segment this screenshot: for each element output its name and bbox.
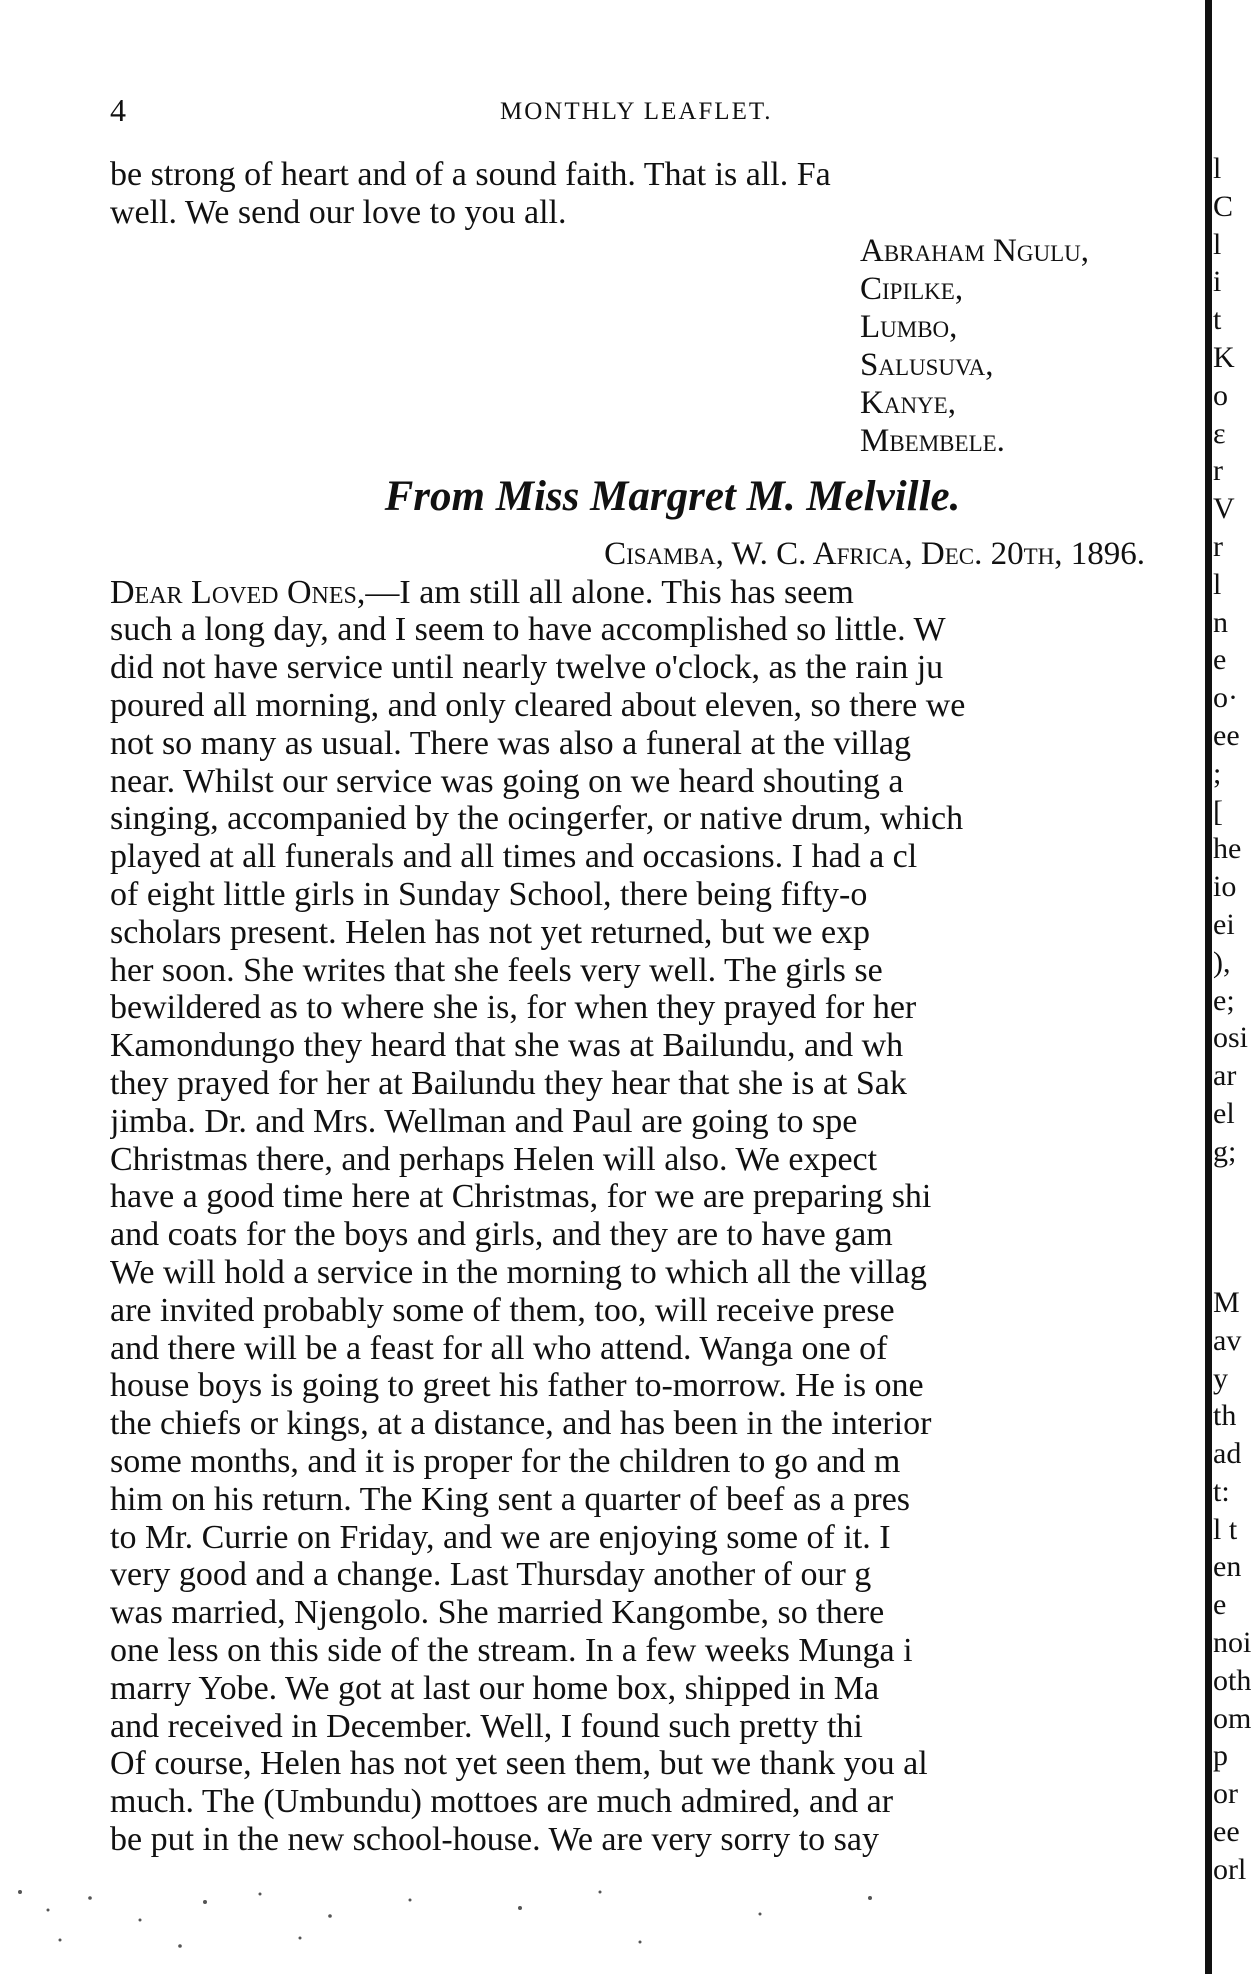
edge-fragment: osi xyxy=(1213,1021,1249,1055)
letter-line: Of course, Helen has not yet seen them, but we thank you al xyxy=(110,1745,928,1783)
edge-fragment: K xyxy=(1213,340,1235,374)
edge-fragment: or xyxy=(1213,1777,1238,1811)
signature-block xyxy=(110,232,1195,460)
edge-fragment: ee xyxy=(1213,718,1240,752)
edge-fragment: t: xyxy=(1213,1474,1230,1508)
edge-fragment: ee xyxy=(1213,1815,1240,1849)
edge-fragment: M xyxy=(1213,1285,1240,1319)
letter-first-line xyxy=(110,574,1195,612)
signature: Kanye, xyxy=(860,384,956,421)
letter-line: not so many as usual. There was also a funeral at the villag xyxy=(110,724,911,762)
edge-fragment: e xyxy=(1213,1588,1227,1622)
edge-fragment: ar xyxy=(1213,1059,1237,1093)
page-header xyxy=(110,92,1190,132)
letter-line: very good and a change. Last Thursday another of our g xyxy=(110,1556,872,1594)
edge-fragment: ), xyxy=(1213,945,1231,979)
letter-line: singing, accompanied by the ocingerfer, or native drum, which xyxy=(110,800,964,838)
edge-fragment: l xyxy=(1213,567,1222,601)
letter-line: did not have service until nearly twelve o'clock, as the rain ju xyxy=(110,649,944,687)
letter-line: her soon. She writes that she feels very well. The girls se xyxy=(110,951,883,989)
edge-fragment: r xyxy=(1213,529,1223,563)
letter-line: jimba. Dr. and Mrs. Wellman and Paul are going to spe xyxy=(110,1102,858,1140)
letter-line: played at all funerals and all times and occasions. I had a cl xyxy=(110,838,918,876)
letter-line: and there will be a feast for all who attend. Wanga one of xyxy=(110,1329,888,1367)
first-line-text: —I am still all alone. This has seem xyxy=(365,573,854,611)
edge-fragment: V xyxy=(1213,492,1235,526)
letter-line: was married, Njengolo. She married Kangombe, so there xyxy=(110,1594,885,1632)
letter-line: one less on this side of the stream. In a few weeks Munga i xyxy=(110,1631,913,1669)
edge-fragment: om xyxy=(1213,1701,1252,1735)
letter-line: of eight little girls in Sunday School, there being fifty-o xyxy=(110,875,868,913)
scan-speckles xyxy=(0,1880,1200,1960)
letter-line: are invited probably some of them, too, will receive prese xyxy=(110,1291,895,1329)
letter-line: some months, and it is proper for the children to go and m xyxy=(110,1442,901,1480)
letter-dateline: Cisamba, W. C. Africa, Dec. 20th, 1896. xyxy=(604,535,1145,572)
letter-line: bewildered as to where she is, for when they prayed for her xyxy=(110,989,917,1027)
letter-line: such a long day, and I seem to have accomplished so little. W xyxy=(110,611,946,649)
edge-fragment: e xyxy=(1213,643,1227,677)
letter-body xyxy=(110,611,1195,1858)
edge-fragment xyxy=(1213,1171,1253,1209)
edge-fragment: he xyxy=(1213,832,1242,866)
signature: Lumbo, xyxy=(860,308,958,345)
edge-fragment xyxy=(1213,1208,1253,1246)
letter-line: and coats for the boys and girls, and they are to have gam xyxy=(110,1216,893,1254)
edge-fragment: l xyxy=(1213,227,1222,261)
letter-line: scholars present. Helen has not yet returned, but we exp xyxy=(110,913,871,951)
letter-line: We will hold a service in the morning to which all the villag xyxy=(110,1253,927,1291)
letter-line: much. The (Umbundu) mottoes are much admired, and ar xyxy=(110,1783,894,1821)
adjacent-page-fragments xyxy=(1213,150,1253,1889)
letter-line: and received in December. Well, I found such pretty thi xyxy=(110,1707,863,1745)
edge-fragment: o· xyxy=(1213,681,1238,715)
edge-fragment: g; xyxy=(1213,1134,1237,1168)
letter-line: house boys is going to greet his father to-morrow. He is one xyxy=(110,1367,924,1405)
edge-fragment: ad xyxy=(1213,1437,1242,1471)
edge-fragment: ; xyxy=(1213,756,1222,790)
edge-fragment: th xyxy=(1213,1399,1237,1433)
page-number: 4 xyxy=(110,92,126,128)
letter-line: poured all morning, and only cleared about eleven, so there we xyxy=(110,686,966,724)
edge-fragment: oth xyxy=(1213,1663,1252,1697)
edge-fragment: l t xyxy=(1213,1512,1238,1546)
letter-line: be put in the new school-house. We are very sorry to say xyxy=(110,1820,879,1858)
edge-fragment: y xyxy=(1213,1361,1228,1395)
edge-fragment: io xyxy=(1213,870,1237,904)
edge-fragment: p xyxy=(1213,1739,1228,1773)
edge-fragment: e; xyxy=(1213,983,1235,1017)
signature: Cipilke, xyxy=(860,270,964,307)
signature: Abraham Ngulu, xyxy=(860,232,1090,269)
edge-fragment: l xyxy=(1213,152,1222,185)
running-head: MONTHLY LEAFLET. xyxy=(500,98,773,125)
edge-fragment: C xyxy=(1213,189,1234,223)
letter-line: Christmas there, and perhaps Helen will also. We expect xyxy=(110,1140,878,1178)
edge-fragment: el xyxy=(1213,1096,1235,1130)
letter-line: they prayed for her at Bailundu they hear that she is at Sak xyxy=(110,1064,907,1102)
edge-fragment: en xyxy=(1213,1550,1242,1584)
edge-fragment: orl xyxy=(1213,1852,1247,1886)
edge-fragment: ε xyxy=(1213,416,1226,450)
letter-line: him on his return. The King sent a quarter of beef as a pres xyxy=(110,1480,911,1518)
letter-line: the chiefs or kings, at a distance, and has been in the interior xyxy=(110,1405,932,1443)
edge-fragment: noi xyxy=(1213,1626,1252,1660)
edge-fragment: r xyxy=(1213,454,1223,488)
edge-fragment xyxy=(1213,1246,1253,1284)
letter-heading: From Miss Margret M. Melville. xyxy=(384,472,961,520)
intro-line: well. We send our love to you all. xyxy=(110,193,567,231)
text-column xyxy=(110,156,1195,1859)
letter-line: to Mr. Currie on Friday, and we are enjoying some of it. I xyxy=(110,1518,891,1556)
signature: Salusuva, xyxy=(860,346,994,383)
edge-fragment: t xyxy=(1213,303,1222,337)
intro-line: be strong of heart and of a sound faith. That is all. Fa xyxy=(110,156,831,193)
edge-fragment: o xyxy=(1213,378,1228,412)
letter-line: marry Yobe. We got at last our home box, shipped in Ma xyxy=(110,1669,880,1707)
letter-line: Kamondungo they heard that she was at Bailundu, and wh xyxy=(110,1027,904,1065)
letter-line: have a good time here at Christmas, for we are preparing shi xyxy=(110,1178,932,1216)
edge-fragment: i xyxy=(1213,265,1222,299)
signature: Mbembele. xyxy=(860,422,1005,459)
salutation: Dear Loved Ones, xyxy=(110,573,366,611)
edge-fragment: [ xyxy=(1213,794,1223,828)
edge-fragment: ei xyxy=(1213,907,1235,941)
edge-fragment: av xyxy=(1213,1323,1242,1357)
binding-edge-bar xyxy=(1205,0,1212,1974)
edge-fragment: n xyxy=(1213,605,1228,639)
letter-line: near. Whilst our service was going on we heard shouting a xyxy=(110,762,904,800)
